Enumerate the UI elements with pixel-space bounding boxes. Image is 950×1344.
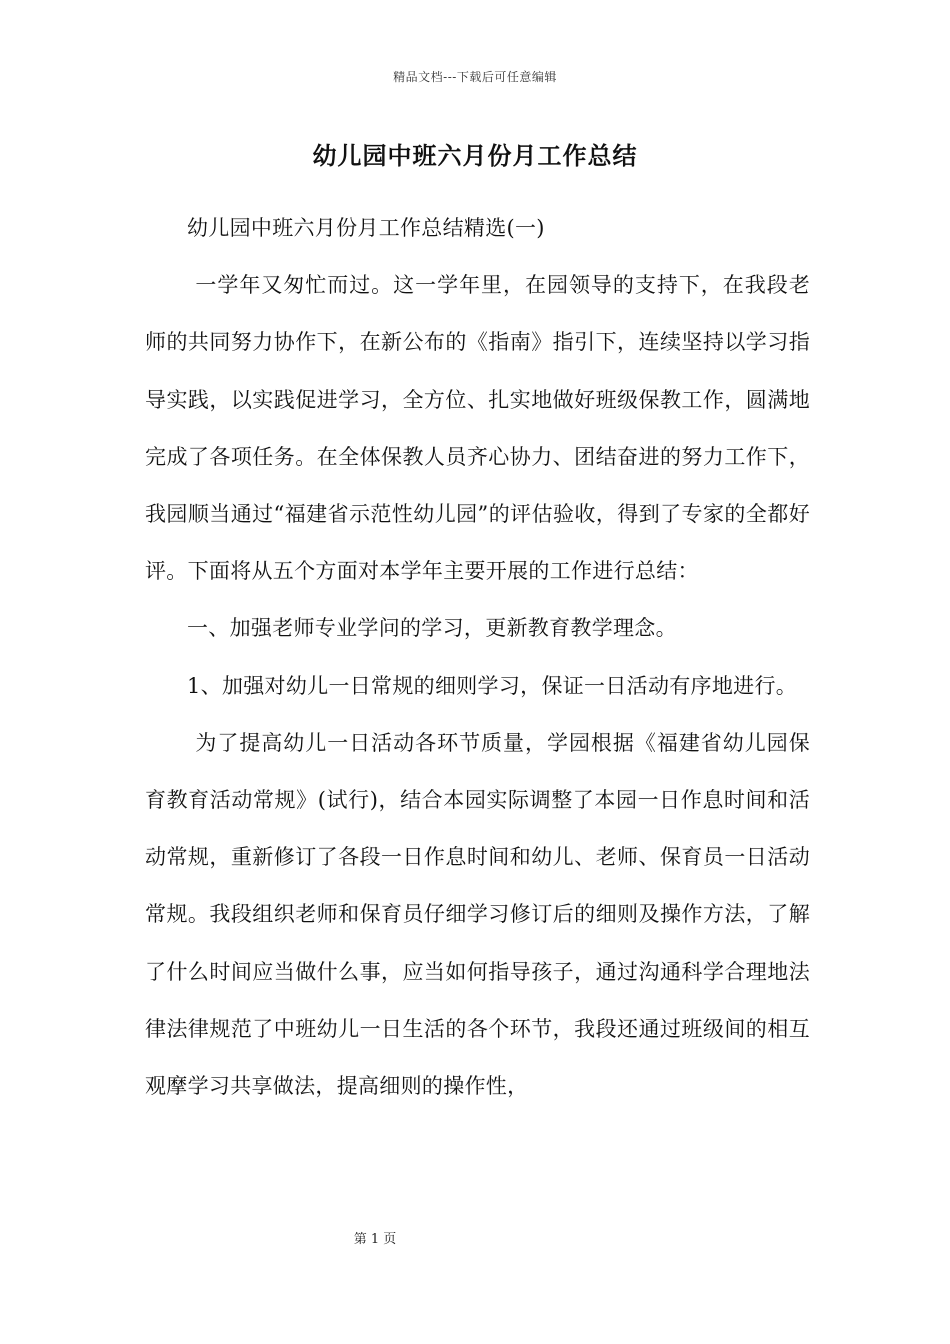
paragraph-item-1-detail: 为了提高幼儿一日活动各环节质量，学园根据《福建省幼儿园保育教育活动常规》(试行)，结合本园实际调整了本园一日作息时间和活动常规，重新修订了各段一日作息时间和幼儿、老师、保育员一日活动常规。我段组织老师和保育员仔细学习修订后的细则及操作方法，了解了什么时间应当做什么事，应当如何指导孩子，通过沟通科学合理地法律法律规范了中班幼儿一日生活的各个环节，我段还通过班级间的相互观摩学习共享做法，提高细则的操作性， bbox=[145, 730, 810, 1099]
document-body bbox=[145, 200, 810, 1115]
document-title: 幼儿园中班六月份月工作总结 bbox=[312, 141, 638, 170]
paragraph-intro: 一学年又匆忙而过。这一学年里，在园领导的支持下，在我段老师的共同努力协作下，在新公布的《指南》指引下，连续坚持以学习指导实践，以实践促进学习，全方位、扎实地做好班级保教工作，圆满地完成了各项任务。在全体保教人员齐心协力、团结奋进的努力工作下，我园顺当通过“福建省示范性幼儿园”的评估验收，得到了专家的全都好评。下面将从五个方面对本学年主要开展的工作进行总结： bbox=[145, 273, 810, 584]
paragraph-section-heading: 一、加强老师专业学问的学习，更新教育教学理念。 bbox=[187, 616, 677, 641]
header-note: 精品文档---下载后可任意编辑 bbox=[393, 70, 557, 84]
page-number: 第 1 页 bbox=[353, 1232, 397, 1247]
paragraph-subtitle: 幼儿园中班六月份月工作总结精选(一) bbox=[187, 216, 545, 240]
paragraph-item-1: 1、加强对幼儿一日常规的细则学习，保证一日活动有序地进行。 bbox=[187, 673, 798, 698]
